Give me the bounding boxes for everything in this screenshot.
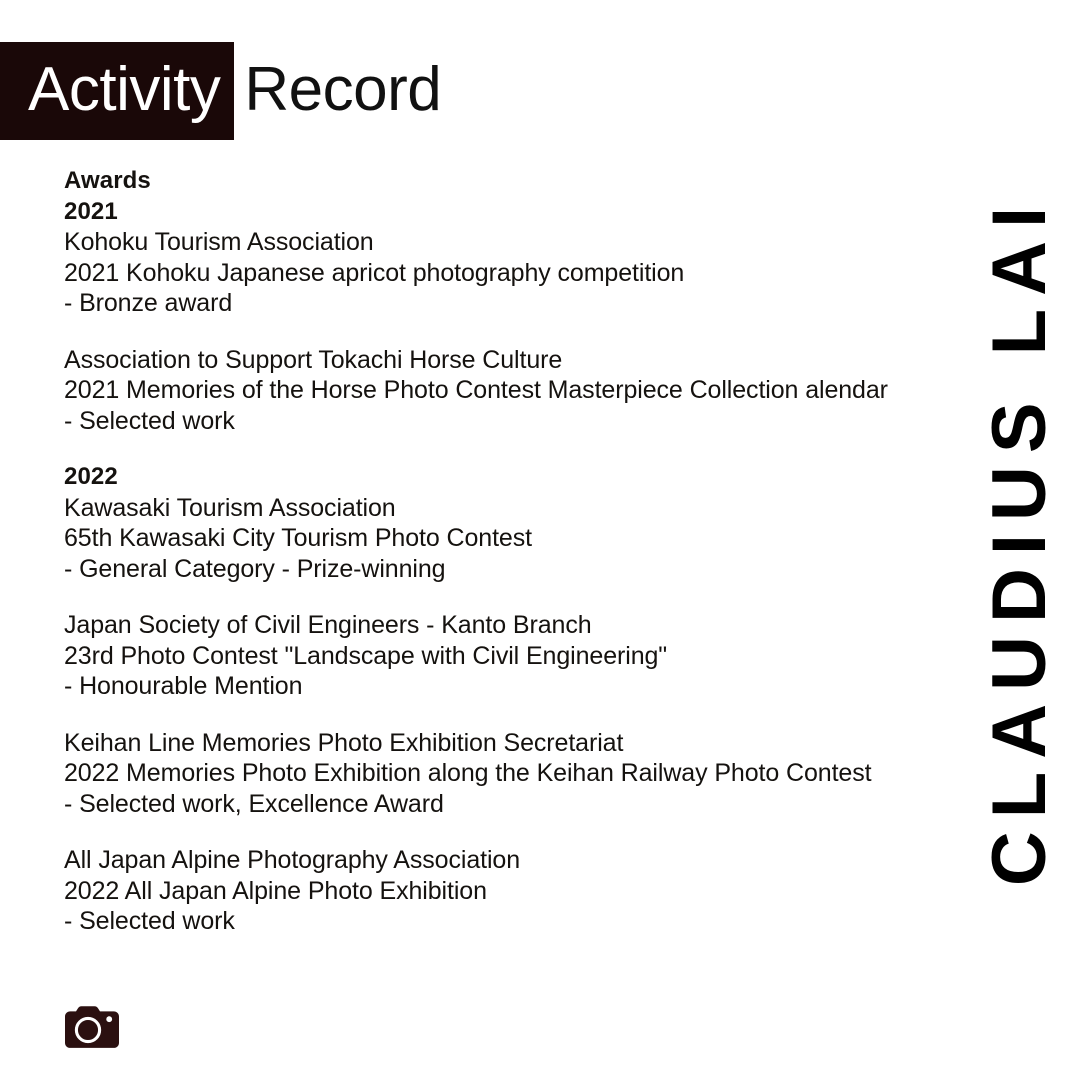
award-line: Kohoku Tourism Association <box>64 228 374 256</box>
award-line: Keihan Line Memories Photo Exhibition Secretariat <box>64 728 624 757</box>
award-line: Association to Support Tokachi Horse Culture <box>64 345 563 374</box>
award-line: - Selected work <box>64 406 235 435</box>
award-line: - Bronze award <box>64 289 233 317</box>
award-line: Kawasaki Tourism Association <box>64 493 396 522</box>
award-block <box>64 845 944 937</box>
camera-icon <box>64 1003 120 1051</box>
award-line: 2021 Memories of the Horse Photo Contest Masterpiece Collection alendar <box>64 376 888 404</box>
award-line: - Selected work, Excellence Award <box>64 789 444 818</box>
award-line: 23rd Photo Contest "Landscape with Civil Engineering" <box>64 641 668 670</box>
section-heading-awards: Awards <box>64 167 151 194</box>
vertical-brand-name-label: CLAUDIUS LAI <box>977 193 1063 887</box>
award-line: All Japan Alpine Photography Association <box>64 846 521 874</box>
awards-content <box>64 166 944 937</box>
award-block <box>64 462 944 584</box>
award-line: Japan Society of Civil Engineers - Kanto Branch <box>64 611 592 639</box>
page-title-plain: Record <box>244 55 442 124</box>
award-year-label: 2021 <box>64 197 118 225</box>
award-line: - General Category - Prize-winning <box>64 554 446 583</box>
award-block <box>64 610 944 702</box>
awards-block-list <box>64 197 944 937</box>
page-title <box>0 42 441 140</box>
award-line: - Selected work <box>64 907 235 935</box>
award-line: 2021 Kohoku Japanese apricot photography competition <box>64 258 685 287</box>
award-line: 2022 Memories Photo Exhibition along the Keihan Railway Photo Contest <box>64 759 872 787</box>
award-line: 2022 All Japan Alpine Photo Exhibition <box>64 876 487 905</box>
award-block <box>64 197 944 319</box>
award-block <box>64 728 944 820</box>
award-year-label: 2022 <box>64 463 118 490</box>
page-title-highlight: Activity <box>0 42 234 140</box>
award-line: 65th Kawasaki City Tourism Photo Contest <box>64 524 532 552</box>
award-line: - Honourable Mention <box>64 672 303 700</box>
vertical-brand-name <box>960 0 1080 1080</box>
award-block <box>64 345 944 437</box>
